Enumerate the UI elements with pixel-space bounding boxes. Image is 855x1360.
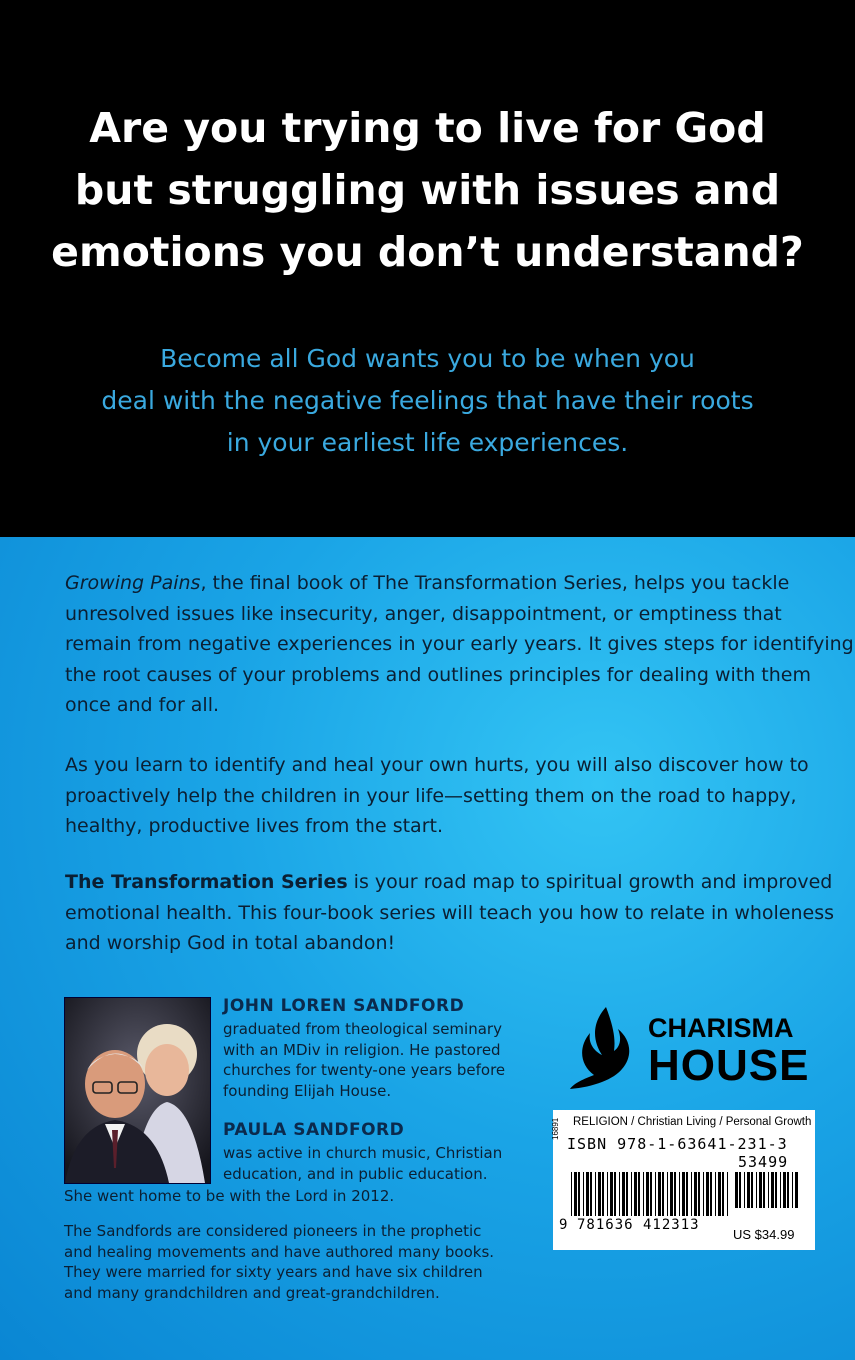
isbn-barcode bbox=[571, 1172, 731, 1216]
barcode-bar bbox=[682, 1172, 685, 1216]
barcode-bar bbox=[780, 1172, 781, 1208]
paragraph-text: , the final book of The Transformation Series, helps you tackle bbox=[200, 572, 790, 594]
barcode-bar bbox=[598, 1172, 601, 1216]
subhead-line: deal with the negative feelings that have their roots bbox=[101, 386, 754, 415]
barcode-bar bbox=[795, 1172, 798, 1208]
barcode-bar bbox=[586, 1172, 589, 1216]
barcode-bar bbox=[578, 1172, 580, 1216]
barcode-bar bbox=[691, 1172, 692, 1216]
product-code: 16891 bbox=[551, 1117, 560, 1140]
barcode-digits: 781636 412313 bbox=[577, 1217, 700, 1233]
barcode-bar bbox=[710, 1172, 712, 1216]
barcode-bar bbox=[694, 1172, 697, 1216]
barcode-bar bbox=[763, 1172, 765, 1208]
barcode-bar bbox=[756, 1172, 757, 1208]
barcode-bar bbox=[595, 1172, 596, 1216]
barcode-bar bbox=[610, 1172, 613, 1216]
subhead bbox=[0, 338, 855, 464]
description-paragraph-3 bbox=[65, 867, 835, 959]
barcode-bar bbox=[747, 1172, 750, 1208]
barcode-bar bbox=[574, 1172, 577, 1216]
barcode-bar bbox=[751, 1172, 753, 1208]
author-name-john: JOHN LOREN SANDFORD bbox=[223, 996, 465, 1016]
author-photo bbox=[64, 997, 211, 1184]
description-paragraph-2 bbox=[65, 750, 809, 842]
bio-line: and many grandchildren and great-grandchildren. bbox=[64, 1283, 440, 1302]
headline-line: Are you trying to live for God bbox=[89, 104, 766, 152]
barcode-bar bbox=[718, 1172, 721, 1216]
barcode-bar bbox=[622, 1172, 625, 1216]
paragraph-line: emotional health. This four-book series will teach you how to relate in wholeness bbox=[65, 901, 835, 924]
bio-line: The Sandfords are considered pioneers in the prophetic bbox=[64, 1222, 482, 1240]
authors-closing-bio bbox=[64, 1221, 544, 1303]
barcode-bar bbox=[727, 1172, 728, 1216]
subhead-line: Become all God wants you to be when you bbox=[160, 344, 695, 373]
bisac-category: RELIGION / Christian Living / Personal Growth bbox=[573, 1116, 812, 1128]
barcode-bar bbox=[619, 1172, 620, 1216]
bio-line: was active in church music, Christian bbox=[223, 1144, 503, 1162]
barcode-bar bbox=[571, 1172, 572, 1216]
barcode-bar bbox=[722, 1172, 724, 1216]
paragraph-line: remain from negative experiences in your early years. It gives steps for identifying bbox=[65, 633, 854, 655]
barcode-bar bbox=[614, 1172, 616, 1216]
barcode-bar bbox=[679, 1172, 680, 1216]
barcode-bar bbox=[643, 1172, 644, 1216]
paragraph-line: As you learn to identify and heal your own hurts, you will also discover how to bbox=[65, 754, 809, 776]
barcode-bar bbox=[706, 1172, 709, 1216]
author-bio-paula bbox=[223, 1143, 543, 1184]
paragraph-line: unresolved issues like insecurity, anger, disappointment, or emptiness that bbox=[65, 602, 782, 625]
bio-line: graduated from theological seminary bbox=[223, 1020, 502, 1038]
barcode-bar bbox=[787, 1172, 789, 1208]
barcode-bar bbox=[735, 1172, 738, 1208]
paragraph-line: proactively help the children in your life—setting them on the road to happy, bbox=[65, 784, 797, 807]
description-paragraph-1 bbox=[65, 568, 854, 721]
barcode-bar bbox=[674, 1172, 676, 1216]
bio-line: and healing movements and have authored many books. bbox=[64, 1242, 495, 1261]
book-title: Growing Pains bbox=[65, 572, 201, 594]
paragraph-line: healthy, productive lives from the start. bbox=[65, 815, 443, 837]
barcode-bar bbox=[775, 1172, 777, 1208]
paragraph-line: the root causes of your problems and outlines principles for dealing with them bbox=[65, 663, 811, 686]
barcode-bar bbox=[715, 1172, 716, 1216]
barcode-bar bbox=[670, 1172, 673, 1216]
barcode-bar bbox=[602, 1172, 604, 1216]
barcode-bar bbox=[655, 1172, 656, 1216]
barcode-bar bbox=[650, 1172, 652, 1216]
barcode-bar bbox=[686, 1172, 688, 1216]
series-name: The Transformation Series bbox=[65, 871, 348, 893]
author-name-paula: PAULA SANDFORD bbox=[223, 1120, 405, 1140]
barcode-bar bbox=[583, 1172, 584, 1216]
author-bio-john bbox=[223, 1019, 543, 1101]
barcode-bar bbox=[792, 1172, 793, 1208]
barcode-bar bbox=[783, 1172, 786, 1208]
paragraph-line: and worship God in total abandon! bbox=[65, 932, 396, 954]
publisher-logo bbox=[568, 1003, 808, 1093]
publisher-name-line1: CHARISMA bbox=[648, 1013, 794, 1043]
barcode-digit-first: 9 bbox=[559, 1217, 568, 1233]
paragraph-line: once and for all. bbox=[65, 694, 220, 716]
barcode-bar bbox=[634, 1172, 637, 1216]
headline-line: but struggling with issues and bbox=[74, 166, 781, 214]
barcode-bar bbox=[667, 1172, 668, 1216]
barcode-bar bbox=[739, 1172, 741, 1208]
paragraph-text: is your road map to spiritual growth and improved bbox=[347, 871, 833, 893]
barcode-bar bbox=[658, 1172, 661, 1216]
bio-line: churches for twenty-one years before bbox=[223, 1061, 506, 1079]
barcode-bar bbox=[759, 1172, 762, 1208]
barcode-bar bbox=[646, 1172, 649, 1216]
barcode-bar bbox=[607, 1172, 608, 1216]
publisher-name-line2: HOUSE bbox=[648, 1041, 810, 1090]
bio-line: education, and in public education. bbox=[223, 1164, 488, 1183]
flame-icon bbox=[568, 1003, 648, 1093]
bio-line: with an MDiv in religion. He pastored bbox=[223, 1040, 501, 1059]
barcode-bar bbox=[590, 1172, 592, 1216]
subhead-line: in your earliest life experiences. bbox=[226, 428, 629, 457]
headline bbox=[0, 97, 855, 283]
barcode-bar bbox=[631, 1172, 632, 1216]
price-barcode bbox=[735, 1172, 801, 1208]
price-code: 53499 bbox=[738, 1153, 789, 1171]
barcode-bar bbox=[768, 1172, 769, 1208]
bio-line: founding Elijah House. bbox=[223, 1081, 392, 1100]
barcode-bar bbox=[771, 1172, 774, 1208]
bio-line: They were married for sixty years and have six children bbox=[64, 1263, 483, 1281]
isbn-text: ISBN 978-1-63641-231-3 bbox=[567, 1135, 788, 1153]
barcode-bar bbox=[626, 1172, 628, 1216]
barcode-bar bbox=[662, 1172, 664, 1216]
author-bio-paula-last: She went home to be with the Lord in 2012. bbox=[64, 1187, 395, 1205]
barcode-bar bbox=[698, 1172, 700, 1216]
barcode-bar bbox=[703, 1172, 704, 1216]
barcode-label bbox=[553, 1110, 815, 1250]
barcode-bar bbox=[744, 1172, 745, 1208]
headline-line: emotions you don’t understand? bbox=[51, 228, 804, 276]
retail-price: US $34.99 bbox=[733, 1227, 795, 1242]
barcode-bar bbox=[638, 1172, 640, 1216]
